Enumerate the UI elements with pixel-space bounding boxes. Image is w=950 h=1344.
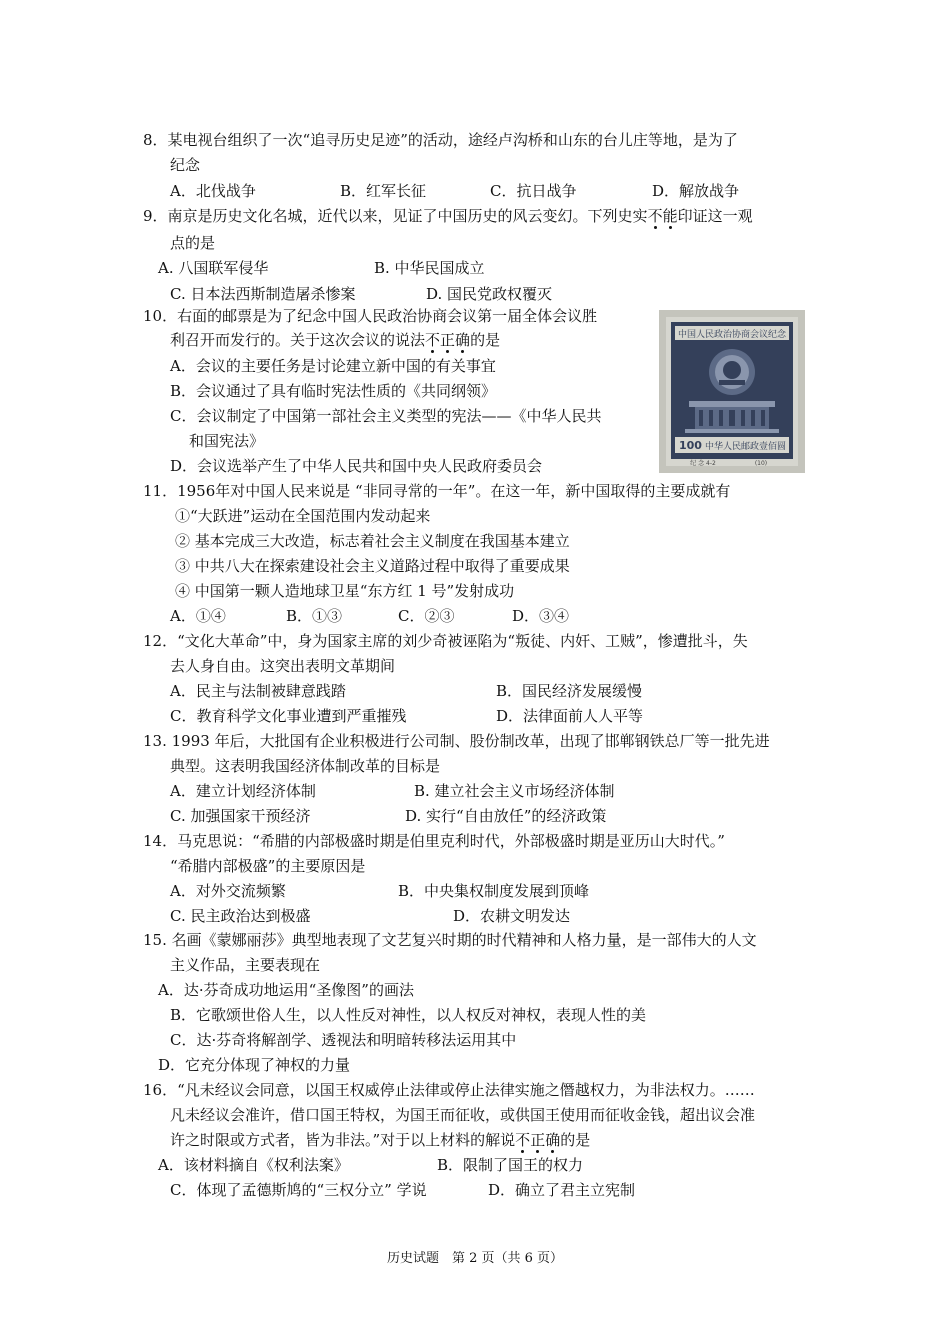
q13-option-d: D. 实行“自由放任”的经济政策 [405, 807, 607, 825]
q9-stem-text: 印证这一观 [677, 207, 753, 225]
q16-emphasis-char: 确 [545, 1131, 561, 1149]
q10-option-d: D．会议选举产生了中华人民共和国中央人民政府委员会 [170, 457, 543, 475]
q11-option-b: B．①③ [286, 607, 343, 625]
q9-option-d: D. 国民党政权覆灭 [426, 285, 553, 303]
q16-option-d: D．确立了君主立宪制 [488, 1181, 636, 1199]
q16-option-a: A．该材料摘自《权利法案》 [158, 1156, 349, 1174]
q15-option-b: B．它歌颂世俗人生，以人性反对神性，以人权反对神权，表现人性的美 [170, 1006, 647, 1024]
q11-statement-2: ② 基本完成三大改造，标志着社会主义制度在我国基本建立 [175, 532, 570, 550]
q12-stem-line2: 去人身自由。这突出表明文革期间 [170, 657, 396, 675]
q16-stem-line1: 16．“凡未经议会同意，以国王权威停止法律或停止法律实施之僭越权力，为非法权力。…… [143, 1081, 755, 1099]
q14-stem-line2: “希腊内部极盛”的主要原因是 [170, 857, 366, 875]
page-footer: 历史试题 第 2 页（共 6 页） [386, 1251, 564, 1266]
q10-stem-text: 利召开而发行的。关于这次会议的说法 [170, 331, 426, 349]
q8-option-b: B．红军长征 [340, 182, 427, 200]
q15-option-d: D．它充分体现了神权的力量 [158, 1056, 351, 1074]
q10-stem-text: 的是 [470, 331, 501, 349]
q9-option-c: C. 日本法西斯制造屠杀惨案 [170, 285, 356, 303]
q9-emphasis-char: 不 [647, 207, 663, 225]
q8-option-c: C．抗日战争 [490, 182, 577, 200]
q10-stem-line2 [170, 330, 500, 350]
q11-stem: 11．1956年对中国人民来说是 “非同寻常的一年”。在这一年，新中国取得的主要成就有 [143, 482, 731, 500]
q10-emphasis-char: 正 [440, 331, 456, 349]
q9-stem-line1 [143, 206, 753, 226]
q10-option-c-line1: C．会议制定了中国第一部社会主义类型的宪法——《中华人民共 [170, 407, 602, 425]
stamp-illustration [659, 310, 805, 473]
q13-option-a: A．建立计划经济体制 [170, 782, 316, 800]
q10-option-a: A．会议的主要任务是讨论建立新中国的有关事宜 [170, 357, 496, 375]
stamp-value-cn: 壹佰圆 [758, 442, 786, 452]
q11-option-d: D．③④ [512, 607, 570, 625]
stamp-value: 100 [679, 439, 702, 452]
q10-option-c-line2: 和国宪法》 [189, 432, 265, 450]
q12-option-a: A．民主与法制被肆意践踏 [170, 682, 346, 700]
stamp-code: 纪 念 4-2 [690, 460, 716, 467]
q15-stem-line1: 15. 名画《蒙娜丽莎》典型地表现了文艺复兴时期的时代精神和人格力量，是一部伟大的人文 [143, 931, 757, 949]
commemorative-stamp-image [659, 310, 805, 473]
q13-stem-line1: 13. 1993 年后，大批国有企业积极进行公司制、股份制改革，出现了邯郸钢铁总厂等一批先进 [143, 732, 770, 750]
stamp-top-text: 中国人民政治协商会议纪念 [677, 330, 787, 340]
q11-statement-4: ④ 中国第一颗人造地球卫星“东方红 1 号”发射成功 [175, 582, 515, 600]
q16-stem-line3 [170, 1130, 590, 1150]
q16-stem-text: 许之时限或方式者，皆为非法。”对于以上材料的解说 [170, 1131, 516, 1149]
q13-stem-line2: 典型。这表明我国经济体制改革的目标是 [170, 757, 441, 775]
q16-stem-line2: 凡未经议会准许，借口国王特权，为国王而征收，或供国王使用而征收金钱，超出议会准 [170, 1106, 756, 1124]
q10-option-b: B．会议通过了具有临时宪法性质的《共同纲领》 [170, 382, 497, 400]
q11-statement-3: ③ 中共八大在探索建设社会主义道路过程中取得了重要成果 [175, 557, 570, 575]
q8-stem-line2: 纪念 [170, 156, 201, 174]
q16-option-c: C．体现了孟德斯鸠的“三权分立” 学说 [170, 1181, 427, 1199]
q12-stem-line1: 12．“文化大革命”中，身为国家主席的刘少奇被诬陷为“叛徒、内奸、工贼”，惨遭批斗，失 [143, 632, 748, 650]
q14-option-c: C. 民主政治达到极盛 [170, 907, 311, 925]
q9-stem-line2: 点的是 [170, 234, 216, 252]
q13-option-c: C. 加强国家干预经济 [170, 807, 311, 825]
q9-option-b: B. 中华民国成立 [374, 259, 485, 277]
q11-option-c: C．②③ [398, 607, 455, 625]
q14-option-d: D．农耕文明发达 [453, 907, 571, 925]
q16-option-b: B．限制了国王的权力 [437, 1156, 584, 1174]
q9-emphasis-char: 能 [662, 207, 678, 225]
q9-stem-text: 9．南京是历史文化名城，近代以来，见证了中国历史的风云变幻。下列史实 [143, 207, 648, 225]
q16-emphasis-char: 不 [515, 1131, 531, 1149]
q9-option-a: A. 八国联军侵华 [158, 259, 269, 277]
q13-option-b: B. 建立社会主义市场经济体制 [414, 782, 615, 800]
stamp-serial: (10) [754, 460, 768, 467]
q10-emphasis-char: 不 [425, 331, 441, 349]
q11-statement-1: ①“大跃进”运动在全国范围内发动起来 [175, 507, 431, 525]
q15-option-a: A．达·芬奇成功地运用“圣像图”的画法 [158, 981, 414, 999]
q12-option-d: D．法律面前人人平等 [496, 707, 644, 725]
q8-stem-line1: 8．某电视台组织了一次“追寻历史足迹”的活动，途经卢沟桥和山东的台儿庄等地，是为了 [143, 131, 738, 149]
q12-option-c: C．教育科学文化事业遭到严重摧残 [170, 707, 407, 725]
q14-option-a: A．对外交流频繁 [170, 882, 286, 900]
q10-emphasis-char: 确 [455, 331, 471, 349]
q11-option-a: A．①④ [170, 607, 226, 625]
q12-option-b: B．国民经济发展缓慢 [496, 682, 643, 700]
q15-stem-line2: 主义作品，主要表现在 [170, 956, 321, 974]
q10-stem-line1: 10．右面的邮票是为了纪念中国人民政治协商会议第一届全体会议胜 [143, 307, 598, 325]
q14-stem-line1: 14．马克思说：“希腊的内部极盛时期是伯里克利时代，外部极盛时期是亚历山大时代。” [143, 832, 725, 850]
q16-emphasis-char: 正 [530, 1131, 546, 1149]
q8-option-d: D．解放战争 [652, 182, 740, 200]
q15-option-c: C．达·芬奇将解剖学、透视法和明暗转移法运用其中 [170, 1031, 517, 1049]
q8-option-a: A．北伐战争 [170, 182, 256, 200]
stamp-bottom-text: 中华人民邮政 [704, 442, 760, 452]
q14-option-b: B．中央集权制度发展到顶峰 [398, 882, 590, 900]
q16-stem-text: 的是 [560, 1131, 591, 1149]
